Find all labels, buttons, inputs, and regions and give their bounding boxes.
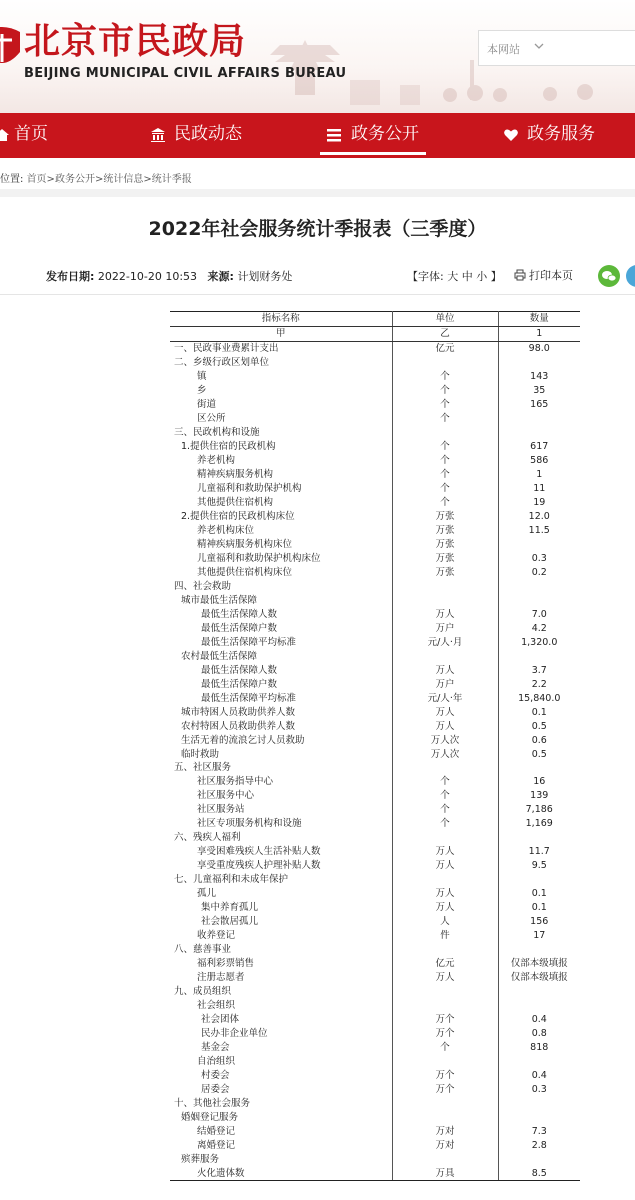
table-row [170, 1040, 580, 1054]
indicator-value [498, 538, 580, 552]
indicator-name: 四、社会救助 [170, 579, 392, 593]
indicator-value: 1,169 [525, 818, 553, 830]
table-row [170, 929, 580, 943]
nav-label-home: 首页 [14, 124, 48, 144]
indicator-unit: 万人次 [392, 747, 498, 761]
indicator-value: 0.3 [531, 552, 547, 564]
indicator-value: 12.0 [528, 511, 550, 523]
subheader-quantity: 1 [498, 326, 580, 341]
table-row [170, 649, 580, 663]
indicator-value: 0.2 [531, 566, 547, 578]
indicator-unit: 万人 [392, 887, 498, 901]
indicator-name: 区公所 [170, 412, 392, 426]
table-row [170, 901, 580, 915]
indicator-name: 七、儿童福利和未成年保护 [170, 873, 392, 887]
indicator-name: 二、乡级行政区划单位 [170, 356, 392, 370]
indicator-name: 其他提供住宿机构床位 [170, 565, 392, 579]
indicator-value: 0.3 [531, 1083, 547, 1095]
indicator-name: 其他提供住宿机构 [170, 496, 392, 510]
indicator-unit: 个 [392, 775, 498, 789]
indicator-value: 0.6 [531, 734, 547, 746]
table-row [170, 761, 580, 775]
indicator-name: 城市最低生活保障 [170, 593, 392, 607]
table-header-row [170, 312, 580, 327]
publish-date: 2022-10-20 10:53 [97, 270, 198, 283]
indicator-unit [392, 579, 498, 593]
indicator-unit [392, 985, 498, 999]
table-row [170, 482, 580, 496]
indicator-name: 镇 [170, 370, 392, 384]
table-row [170, 971, 580, 985]
indicator-value [498, 426, 580, 440]
table-row [170, 1054, 580, 1068]
breadcrumb-path[interactable]: 首页>政务公开>统计信息>统计季报 [26, 174, 192, 185]
wechat-share-icon[interactable] [598, 265, 620, 287]
indicator-value: 818 [530, 1041, 549, 1053]
indicator-value: 仅部本级填报 [510, 958, 568, 970]
indicator-value: 2.8 [531, 1139, 547, 1151]
indicator-name: 九、成员组织 [170, 985, 392, 999]
indicator-unit: 万人 [392, 719, 498, 733]
site-header [0, 0, 635, 113]
table-row [170, 384, 580, 398]
indicator-name: 城市特困人员救助供养人数 [170, 705, 392, 719]
indicator-value [498, 873, 580, 887]
table-row [170, 733, 580, 747]
table-row [170, 1110, 580, 1124]
indicator-name: 享受困难残疾人生活补贴人数 [170, 845, 392, 859]
building-icon [150, 127, 166, 143]
breadcrumb-label: 位置: [0, 174, 24, 185]
table-row [170, 1012, 580, 1026]
table-row [170, 747, 580, 761]
table-row [170, 621, 580, 635]
indicator-unit [392, 873, 498, 887]
indicator-unit: 万人次 [392, 733, 498, 747]
indicator-unit: 个 [392, 440, 498, 454]
indicator-unit: 个 [392, 468, 498, 482]
indicator-value: 0.5 [531, 748, 547, 760]
indicator-unit: 个 [392, 398, 498, 412]
table-row [170, 426, 580, 440]
table-row [170, 887, 580, 901]
indicator-value: 7.3 [531, 1125, 547, 1137]
table-row [170, 1026, 580, 1040]
table-row [170, 538, 580, 552]
indicator-name: 最低生活保障人数 [170, 663, 392, 677]
indicator-value [498, 1096, 580, 1110]
indicator-value: 0.1 [531, 902, 547, 914]
indicator-unit: 万人 [392, 607, 498, 621]
indicator-unit: 万个 [392, 1026, 498, 1040]
indicator-value: 3.7 [531, 664, 547, 676]
table-row [170, 1082, 580, 1096]
indicator-value: 4.2 [531, 622, 547, 634]
indicator-name: 社会组织 [170, 998, 392, 1012]
indicator-unit: 万人 [392, 845, 498, 859]
indicator-unit: 万户 [392, 677, 498, 691]
heart-icon [503, 127, 519, 143]
font-size-large[interactable]: 大 [447, 270, 459, 283]
indicator-name: 福利彩票销售 [170, 957, 392, 971]
indicator-value: 9.5 [531, 860, 547, 872]
indicator-value: 0.4 [531, 1069, 547, 1081]
indicator-value: 15,840.0 [518, 692, 561, 704]
header-quantity: 数量 [498, 312, 580, 327]
indicator-name: 社区服务中心 [170, 789, 392, 803]
table-row [170, 1068, 580, 1082]
indicator-value: 19 [533, 497, 546, 509]
table-row [170, 440, 580, 454]
source-label: 来源: [207, 270, 234, 283]
indicator-name: 基金会 [170, 1040, 392, 1054]
menu-icon [326, 127, 342, 143]
table-row [170, 957, 580, 971]
table-row [170, 831, 580, 845]
share-icon[interactable] [626, 265, 635, 287]
indicator-unit: 个 [392, 482, 498, 496]
indicator-name: 精神疾病服务机构床位 [170, 538, 392, 552]
emblem-icon [0, 22, 22, 74]
print-button[interactable] [514, 267, 573, 283]
indicator-unit [392, 1054, 498, 1068]
indicator-name: 三、民政机构和设施 [170, 426, 392, 440]
indicator-unit: 万张 [392, 551, 498, 565]
nav-label-services: 政务服务 [527, 124, 595, 144]
table-row [170, 1138, 580, 1152]
indicator-value: 1 [536, 469, 543, 481]
indicator-value: 139 [530, 790, 549, 802]
indicator-value [498, 1152, 580, 1166]
indicator-unit: 万个 [392, 1082, 498, 1096]
indicator-value: 617 [530, 441, 549, 453]
table-row [170, 370, 580, 384]
table-row [170, 803, 580, 817]
indicator-unit: 万人 [392, 859, 498, 873]
search-scope-label: 本网站 [487, 43, 520, 56]
chevron-down-icon [532, 39, 546, 53]
indicator-unit [392, 1096, 498, 1110]
indicator-name: 社区服务站 [170, 803, 392, 817]
indicator-value [498, 985, 580, 999]
indicator-value [498, 761, 580, 775]
meta-divider [0, 294, 635, 295]
indicator-value: 165 [530, 399, 549, 411]
indicator-name: 婚姻登记服务 [170, 1110, 392, 1124]
indicator-value [498, 593, 580, 607]
indicator-name: 最低生活保障户数 [170, 677, 392, 691]
indicator-unit [392, 356, 498, 370]
indicator-unit: 万人 [392, 705, 498, 719]
indicator-name: 五、社区服务 [170, 761, 392, 775]
table-row [170, 398, 580, 412]
indicator-name: 民办非企业单位 [170, 1026, 392, 1040]
indicator-unit [392, 761, 498, 775]
table-row [170, 873, 580, 887]
indicator-unit: 个 [392, 803, 498, 817]
print-label: 打印本页 [529, 269, 573, 282]
indicator-unit: 万人 [392, 901, 498, 915]
table-row [170, 607, 580, 621]
indicator-value [498, 356, 580, 370]
subheader-indicator: 甲 [170, 326, 392, 341]
indicator-name: 精神疾病服务机构 [170, 468, 392, 482]
indicator-value [498, 412, 580, 426]
indicator-value: 0.4 [531, 1013, 547, 1025]
indicator-name: 2.提供住宿的民政机构床位 [170, 510, 392, 524]
indicator-name: 六、残疾人福利 [170, 831, 392, 845]
indicator-value: 0.8 [531, 1027, 547, 1039]
indicator-value: 98.0 [528, 343, 550, 355]
table-row [170, 565, 580, 579]
table-row [170, 524, 580, 538]
table-row [170, 468, 580, 482]
source-value: 计划财务处 [237, 270, 293, 283]
indicator-unit: 万具 [392, 1166, 498, 1180]
home-icon [0, 127, 10, 143]
indicator-name: 街道 [170, 398, 392, 412]
indicator-unit: 个 [392, 789, 498, 803]
indicator-unit: 万对 [392, 1138, 498, 1152]
nav-label-gov-open: 政务公开 [351, 124, 419, 144]
header-indicator: 指标名称 [170, 312, 392, 327]
table-row [170, 635, 580, 649]
indicator-value: 7,186 [525, 804, 553, 816]
table-row [170, 510, 580, 524]
indicator-value: 1,320.0 [521, 636, 558, 648]
indicator-name: 最低生活保障人数 [170, 607, 392, 621]
indicator-value: 156 [530, 916, 549, 928]
indicator-name: 临时救助 [170, 747, 392, 761]
site-logo-subtitle: BEIJING MUNICIPAL CIVIL AFFAIRS BUREAU [24, 66, 347, 81]
article-meta [46, 268, 292, 284]
indicator-name: 最低生活保障平均标准 [170, 635, 392, 649]
indicator-unit: 万张 [392, 510, 498, 524]
indicator-name: 收养登记 [170, 929, 392, 943]
subheader-unit: 乙 [392, 326, 498, 341]
indicator-unit: 个 [392, 1040, 498, 1054]
indicator-value [498, 649, 580, 663]
indicator-value: 仅部本级填报 [510, 972, 568, 984]
indicator-unit: 件 [392, 929, 498, 943]
indicator-name: 八、慈善事业 [170, 943, 392, 957]
indicator-unit: 人 [392, 915, 498, 929]
indicator-value: 586 [530, 455, 549, 467]
table-row [170, 454, 580, 468]
table-row [170, 341, 580, 355]
indicator-unit: 元/人·年 [392, 691, 498, 705]
table-row [170, 845, 580, 859]
indicator-unit: 个 [392, 817, 498, 831]
table-row [170, 356, 580, 370]
indicator-unit: 万张 [392, 524, 498, 538]
indicator-unit [392, 831, 498, 845]
indicator-value [498, 998, 580, 1012]
indicator-name: 社区专项服务机构和设施 [170, 817, 392, 831]
indicator-name: 社区服务指导中心 [170, 775, 392, 789]
indicator-unit [392, 426, 498, 440]
indicator-value: 8.5 [498, 1166, 580, 1180]
font-size-medium[interactable]: 中 [461, 270, 473, 283]
indicator-name: 居委会 [170, 1082, 392, 1096]
table-row [170, 1166, 580, 1180]
indicator-unit: 万户 [392, 621, 498, 635]
indicator-unit: 元/人·月 [392, 635, 498, 649]
table-row [170, 1096, 580, 1110]
stats-table [170, 311, 580, 1181]
indicator-unit: 个 [392, 384, 498, 398]
indicator-name: 农村最低生活保障 [170, 649, 392, 663]
indicator-value: 35 [533, 385, 546, 397]
indicator-name: 最低生活保障户数 [170, 621, 392, 635]
indicator-name: 结婚登记 [170, 1124, 392, 1138]
indicator-name: 儿童福利和救助保护机构 [170, 482, 392, 496]
indicator-unit [392, 1110, 498, 1124]
font-size-small[interactable]: 小 [476, 270, 488, 283]
indicator-name: 养老机构 [170, 454, 392, 468]
table-row [170, 859, 580, 873]
site-logo-title[interactable]: 北京市民政局 [24, 21, 247, 62]
indicator-unit [392, 1152, 498, 1166]
indicator-value [498, 831, 580, 845]
divider-band [0, 189, 635, 197]
indicator-name: 1.提供住宿的民政机构 [170, 440, 392, 454]
indicator-value: 11.7 [528, 846, 550, 858]
publish-date-label: 发布日期: [46, 270, 95, 283]
table-row [170, 691, 580, 705]
table-row [170, 551, 580, 565]
indicator-value [498, 579, 580, 593]
main-nav [0, 113, 635, 158]
indicator-value: 0.1 [531, 888, 547, 900]
font-size-close: 】 [490, 270, 502, 283]
indicator-value: 11 [533, 483, 546, 495]
indicator-name: 社会团体 [170, 1012, 392, 1026]
table-row [170, 719, 580, 733]
table-row [170, 412, 580, 426]
font-size-control [407, 268, 502, 284]
indicator-unit [392, 649, 498, 663]
table-row [170, 1152, 580, 1166]
indicator-unit: 亿元 [392, 957, 498, 971]
indicator-name: 孤儿 [170, 887, 392, 901]
page-title: 2022年社会服务统计季报表（三季度） [148, 218, 487, 240]
font-size-label: 【字体: [407, 270, 444, 283]
indicator-name: 一、民政事业费累计支出 [170, 341, 392, 355]
table-row [170, 663, 580, 677]
indicator-value: 0.1 [531, 706, 547, 718]
table-row [170, 775, 580, 789]
indicator-value: 2.2 [531, 678, 547, 690]
indicator-unit [392, 943, 498, 957]
indicator-value: 17 [533, 930, 546, 942]
indicator-unit: 万张 [392, 565, 498, 579]
breadcrumb [0, 170, 192, 185]
printer-icon [514, 269, 526, 281]
indicator-unit: 个 [392, 412, 498, 426]
table-subheader-row [170, 326, 580, 341]
indicator-value [498, 1110, 580, 1124]
indicator-name: 自治组织 [170, 1054, 392, 1068]
indicator-name: 注册志愿者 [170, 971, 392, 985]
nav-active-indicator [320, 152, 426, 155]
indicator-name: 儿童福利和救助保护机构床位 [170, 551, 392, 565]
indicator-name: 养老机构床位 [170, 524, 392, 538]
indicator-value: 143 [530, 371, 549, 383]
indicator-name: 享受重度残疾人护理补贴人数 [170, 859, 392, 873]
nav-label-news: 民政动态 [174, 124, 242, 144]
indicator-name: 殡葬服务 [170, 1152, 392, 1166]
indicator-name: 最低生活保障平均标准 [170, 691, 392, 705]
indicator-value [498, 1054, 580, 1068]
table-row [170, 579, 580, 593]
indicator-name: 农村特困人员救助供养人数 [170, 719, 392, 733]
table-row [170, 705, 580, 719]
indicator-unit: 个 [392, 370, 498, 384]
indicator-unit: 万个 [392, 1012, 498, 1026]
header-unit: 单位 [392, 312, 498, 327]
indicator-value [498, 943, 580, 957]
indicator-name: 离婚登记 [170, 1138, 392, 1152]
indicator-name: 乡 [170, 384, 392, 398]
indicator-unit [392, 593, 498, 607]
indicator-unit [392, 998, 498, 1012]
indicator-unit: 万张 [392, 538, 498, 552]
table-row [170, 817, 580, 831]
indicator-name: 十、其他社会服务 [170, 1096, 392, 1110]
indicator-value: 0.5 [531, 720, 547, 732]
table-row [170, 496, 580, 510]
indicator-unit: 个 [392, 454, 498, 468]
indicator-unit: 万个 [392, 1068, 498, 1082]
indicator-unit: 个 [392, 496, 498, 510]
indicator-name: 火化遗体数 [170, 1166, 392, 1180]
indicator-unit: 万人 [392, 971, 498, 985]
table-row [170, 915, 580, 929]
indicator-name: 集中养育孤儿 [170, 901, 392, 915]
table-row [170, 1124, 580, 1138]
indicator-unit: 万人 [392, 663, 498, 677]
table-row [170, 943, 580, 957]
indicator-name: 村委会 [170, 1068, 392, 1082]
search-scope-select[interactable] [478, 30, 635, 66]
table-row [170, 985, 580, 999]
indicator-unit: 万对 [392, 1124, 498, 1138]
indicator-name: 生活无着的流浪乞讨人员救助 [170, 733, 392, 747]
table-row [170, 998, 580, 1012]
indicator-value: 11.5 [528, 525, 550, 537]
indicator-name: 社会散居孤儿 [170, 915, 392, 929]
indicator-value: 7.0 [531, 608, 547, 620]
indicator-unit: 亿元 [392, 341, 498, 355]
table-row [170, 593, 580, 607]
indicator-value: 16 [533, 776, 546, 788]
table-row [170, 677, 580, 691]
table-row [170, 789, 580, 803]
